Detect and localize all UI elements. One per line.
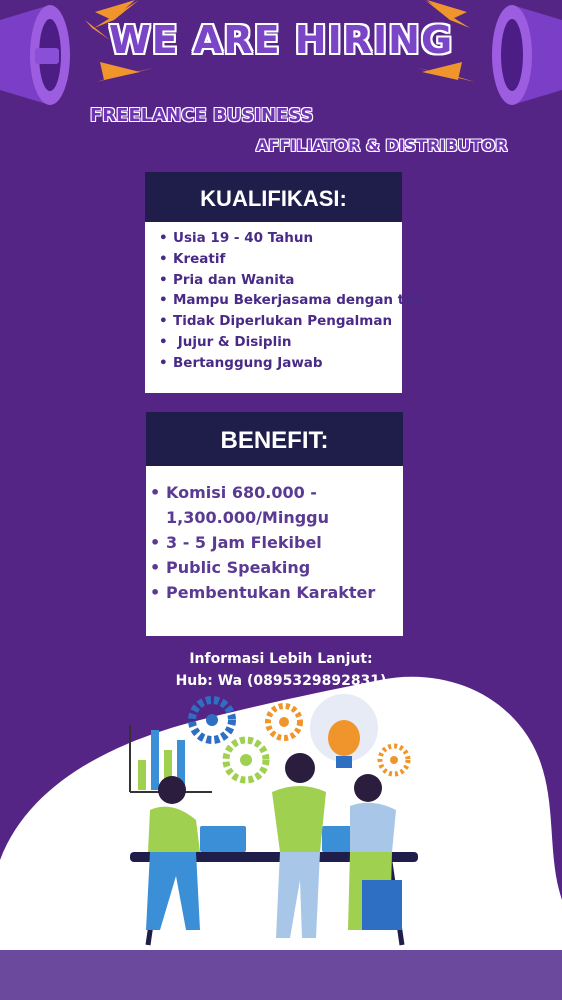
gear-icon (226, 740, 266, 780)
team-illustration (0, 680, 562, 950)
list-item: • Kreatif (159, 250, 226, 267)
lightning-accent (96, 62, 156, 86)
subtitle-affiliator: AFFILIATOR & DISTRIBUTOR (256, 136, 508, 155)
page-title: WE ARE HIRING (108, 18, 454, 62)
list-item: • Jujur & Disiplin (159, 333, 292, 350)
list-item: • Public Speaking (150, 558, 311, 577)
list-item: • Mampu Bekerjasama dengan tim (159, 292, 423, 309)
list-item: • Bertanggung Jawab (159, 354, 323, 371)
list-item: • Pria dan Wanita (159, 271, 295, 288)
list-item: • Tidak Diperlukan Pengalman (159, 313, 393, 330)
benefit-list (146, 466, 403, 605)
laptop-icon (200, 826, 246, 852)
benefit-heading: BENEFIT: (146, 412, 403, 466)
qualifications-card (145, 172, 423, 393)
qualifications-list (145, 222, 423, 374)
subtitle-freelance: FREELANCE BUSINESS (90, 105, 314, 126)
gear-icon (268, 706, 300, 738)
list-item: • 3 - 5 Jam Flekibel (150, 533, 322, 552)
gear-icon (380, 746, 408, 774)
contact-info-label: Informasi Lebih Lanjut: (189, 651, 373, 667)
gear-icon (192, 700, 232, 740)
lightning-accent (415, 62, 475, 86)
benefit-card (146, 412, 403, 636)
list-item: • Komisi 680.000 - 1,300.000/Minggu (150, 483, 330, 527)
list-item: • Usia 19 - 40 Tahun (159, 230, 314, 246)
list-item: • Pembentukan Karakter (150, 583, 376, 602)
qualifications-heading: KUALIFIKASI: (145, 172, 402, 222)
bottom-strip (0, 950, 562, 1000)
lightbulb-icon (310, 694, 378, 768)
contact-whatsapp: Hub: Wa (0895329892831) (175, 673, 387, 689)
